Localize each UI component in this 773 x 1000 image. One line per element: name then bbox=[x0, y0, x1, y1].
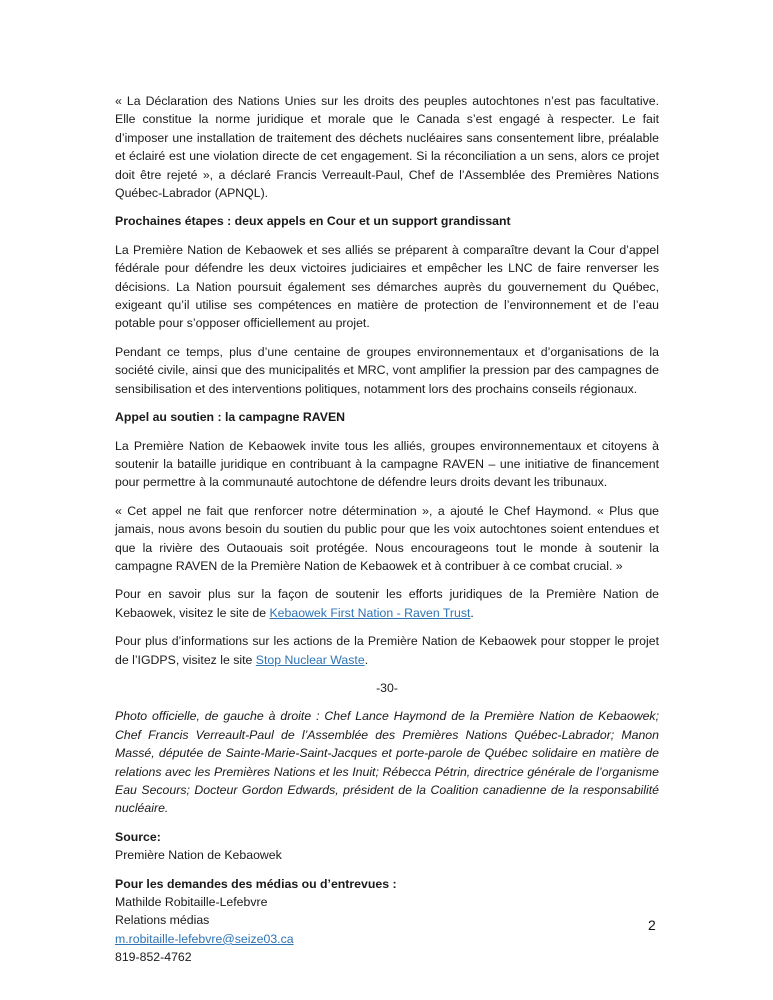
raven-link-paragraph bbox=[115, 585, 659, 622]
raven-trust-link[interactable]: Kebaowek First Nation - Raven Trust bbox=[269, 605, 471, 620]
stop-link-intro: Pour plus d’informations sur les actions de la Première Nation de Kebaowek pour stopper le projet de l’IGDPS, visitez le site bbox=[115, 634, 659, 667]
raven-link-intro: Pour en savoir plus sur la façon de soutenir les efforts juridiques de la Première Nation de Kebaowek, visitez le site de bbox=[115, 587, 659, 620]
source-value: Première Nation de Kebaowek bbox=[115, 848, 282, 863]
media-contact-name: Mathilde Robitaille-Lefebvre bbox=[115, 895, 268, 910]
media-contact-email-link[interactable]: m.robitaille-lefebvre@seize03.ca bbox=[115, 931, 294, 946]
stop-link-paragraph bbox=[115, 632, 659, 669]
next-steps-paragraph-2: Pendant ce temps, plus d’une centaine de groupes environnementaux et d’organisations de la société civile, ainsi que des municipalités et MRC, vont amplifier la pression par des campagnes de sensibilisation et des interventions politiques, notamment lors des prochains conseils régionaux. bbox=[115, 344, 659, 396]
next-steps-paragraph-1: La Première Nation de Kebaowek et ses alliés se préparent à comparaître devant la Cour d’appel fédérale pour défendre les deux victoires judiciaires et empêcher les LNC de faire renverser les décisions. La Nation poursuit également ses démarches auprès du gouvernement du Québec, exigeant qu’il utilise ses compétences en matière de protection de l’environnement et de l’eau potable pour s’opposer officiellement au projet. bbox=[115, 242, 659, 331]
document-page bbox=[115, 92, 659, 977]
end-marker: -30- bbox=[376, 680, 398, 695]
stop-nuclear-waste-link[interactable]: Stop Nuclear Waste bbox=[255, 652, 365, 667]
media-contact-block bbox=[115, 875, 659, 967]
heading-raven-campaign: Appel au soutien : la campagne RAVEN bbox=[115, 410, 346, 425]
stop-link-end: . bbox=[364, 652, 369, 667]
media-contact-label: Pour les demandes des médias ou d’entrevues : bbox=[115, 876, 397, 891]
page-number: 2 bbox=[648, 917, 656, 933]
source-block bbox=[115, 828, 659, 865]
photo-caption: Photo officielle, de gauche à droite : Chef Lance Haymond de la Première Nation de Kebaowek; Chef Francis Verreault-Paul de l’Assemblée des Premières Nations Québec-Labrador; Manon Massé, députée de Sainte-Marie-Saint-Jacques et porte-parole de Québec solidaire en matière de relations avec les Premières Nations et les Inuit; Rébecca Pétrin, directrice générale de l’organisme Eau Secours; Docteur Gordon Edwards, président de la Coalition canadienne de la responsabilité nucléaire. bbox=[115, 709, 659, 816]
raven-paragraph-1: La Première Nation de Kebaowek invite tous les alliés, groupes environnementaux et citoyens à soutenir la bataille juridique en contribuant à la campagne RAVEN – une initiative de financement pour permettre à la communauté autochtone de défendre leurs droits devant les tribunaux. bbox=[115, 438, 659, 490]
raven-link-end: . bbox=[470, 605, 474, 620]
media-contact-phone: 819-852-4762 bbox=[115, 950, 192, 965]
source-label: Source: bbox=[115, 829, 161, 844]
media-contact-role: Relations médias bbox=[115, 913, 210, 928]
quote-apnql-paragraph: « La Déclaration des Nations Unies sur les droits des peuples autochtones n’est pas facultative. Elle constitue la norme juridique et morale que le Canada s’est engagé à respecter. Le fait d’imposer une installation de traitement des déchets nucléaires sans consentement libre, préalable et éclairé est une violation directe de cet engagement. Si la réconciliation a un sens, alors ce projet doit être rejeté », a déclaré Francis Verreault-Paul, Chef de l’Assemblée des Premières Nations Québec-Labrador (APNQL). bbox=[115, 94, 659, 201]
quote-haymond-paragraph: « Cet appel ne fait que renforcer notre détermination », a ajouté le Chef Haymond. « Plus que jamais, nous avons besoin du soutien du public pour que les voix autochtones soient entendues et que la rivière des Outaouais soit protégée. Nous encourageons tout le monde à soutenir la campagne RAVEN de la Première Nation de Kebaowek et à contribuer à ce combat crucial. » bbox=[115, 503, 659, 573]
heading-next-steps: Prochaines étapes : deux appels en Cour et un support grandissant bbox=[115, 214, 511, 229]
